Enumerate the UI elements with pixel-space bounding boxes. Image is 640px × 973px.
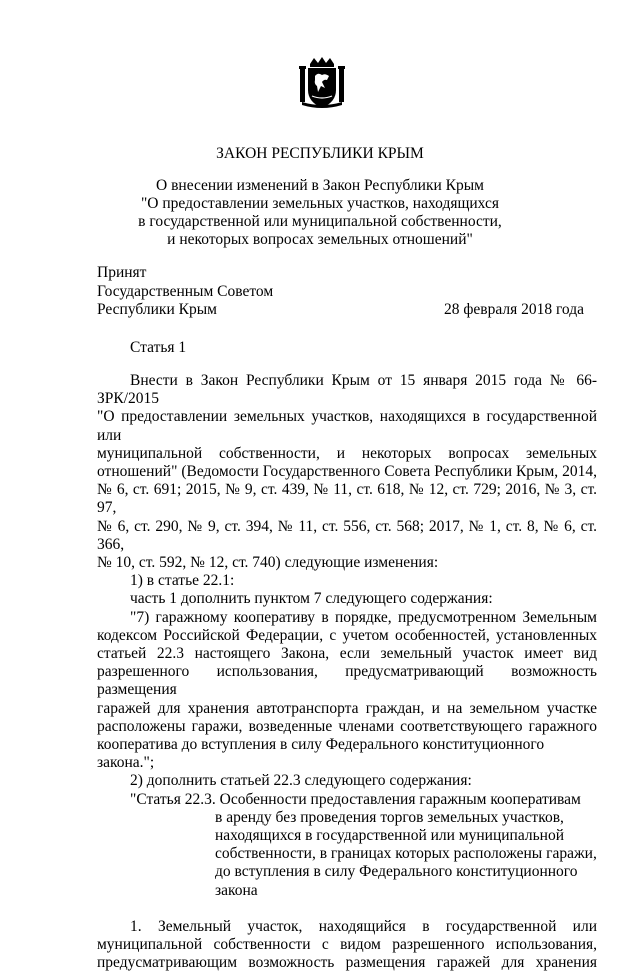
subtitle-line: и некоторых вопросах земельных отношений" — [167, 231, 473, 248]
law-title: ЗАКОН РЕСПУБЛИКИ КРЫМ — [216, 145, 424, 162]
body-line: "7) гаражному кооперативу в порядке, предусмотренном Земельным — [130, 608, 597, 626]
body-line: № 10, ст. 592, № 12, ст. 740) следующие изменения: — [97, 554, 439, 572]
body-line: расположены гаражи, возведенные членами соответствующего гаражного — [97, 717, 597, 735]
body-line: 2) дополнить статьей 22.3 следующего содержания: — [130, 772, 472, 790]
article-label: Статья 1 — [130, 339, 187, 356]
body-line: отношений" (Ведомости Государственного Совета Республики Крым, 2014, — [97, 463, 597, 481]
body-line: 1) в статье 22.1: — [130, 572, 235, 590]
body-line: муниципальной собственности, и некоторых вопросах земельных — [97, 444, 597, 462]
subtitle-line: "О предоставлении земельных участков, находящихся — [140, 195, 499, 212]
body-line: муниципальной собственности с видом разрешенного использования, — [97, 936, 597, 954]
article-heading-line: находящихся в государственной или муниципальной — [215, 827, 564, 845]
body-line: разрешенного использования, предусматривающий возможность размещения — [97, 663, 597, 699]
adopted-date: 28 февраля 2018 года — [443, 301, 584, 318]
body-line: часть 1 дополнить пунктом 7 следующего содержания: — [130, 590, 493, 608]
law-subtitle — [0, 177, 640, 249]
article-heading: "Статья 22.3. Особенности предоставления гаражным кооперативам — [130, 790, 581, 808]
adopted-by — [97, 264, 273, 320]
article-heading-line: собственности, в границах которых расположены гаражи, — [215, 845, 597, 863]
body-line: Внести в Закон Республики Крым от 15 января 2015 года № 66-ЗРК/2015 — [97, 372, 597, 408]
body-line: предусматривающим возможность размещения гаражей для хранения — [97, 954, 597, 972]
body-line: № 6, ст. 290, № 9, ст. 394, № 11, ст. 556, ст. 568; 2017, № 1, ст. 8, № 6, ст. 366, — [97, 517, 597, 553]
subtitle-line: в государственной или муниципальной собственности, — [138, 213, 502, 230]
spacer — [97, 900, 597, 918]
body-line: 1. Земельный участок, находящийся в государственной или — [130, 917, 597, 935]
adopted-line: Принят — [97, 264, 147, 281]
body-line: статьей 22.3 настоящего Закона, если земельный участок имеет вид — [97, 645, 597, 663]
body-line: "О предоставлении земельных участков, находящихся в государственной или — [97, 408, 597, 444]
body-line: кодексом Российской Федерации, с учетом особенностей, установленных — [97, 626, 597, 644]
article-heading-line: закона — [215, 881, 258, 899]
adopted-line: Республики Крым — [97, 301, 217, 318]
adopted-line: Государственным Советом — [97, 282, 274, 300]
body-line: № 6, ст. 691; 2015, № 9, ст. 439, № 11, ст. 618, № 12, ст. 729; 2016, № 3, ст. 97, — [97, 481, 597, 517]
body-line: кооператива до вступления в силу Федерального конституционного закона."; — [97, 736, 545, 772]
body-line: гаражей для хранения автотранспорта граждан, и на земельном участке — [97, 699, 597, 717]
article-heading-line: в аренду без проведения торгов земельных участков, — [215, 808, 564, 826]
crimea-coat-of-arms-icon — [298, 56, 346, 110]
article-heading-line: до вступления в силу Федерального конституционного — [215, 863, 578, 881]
law-body — [97, 372, 597, 973]
subtitle-line: О внесении изменений в Закон Республики Крым — [156, 177, 484, 194]
